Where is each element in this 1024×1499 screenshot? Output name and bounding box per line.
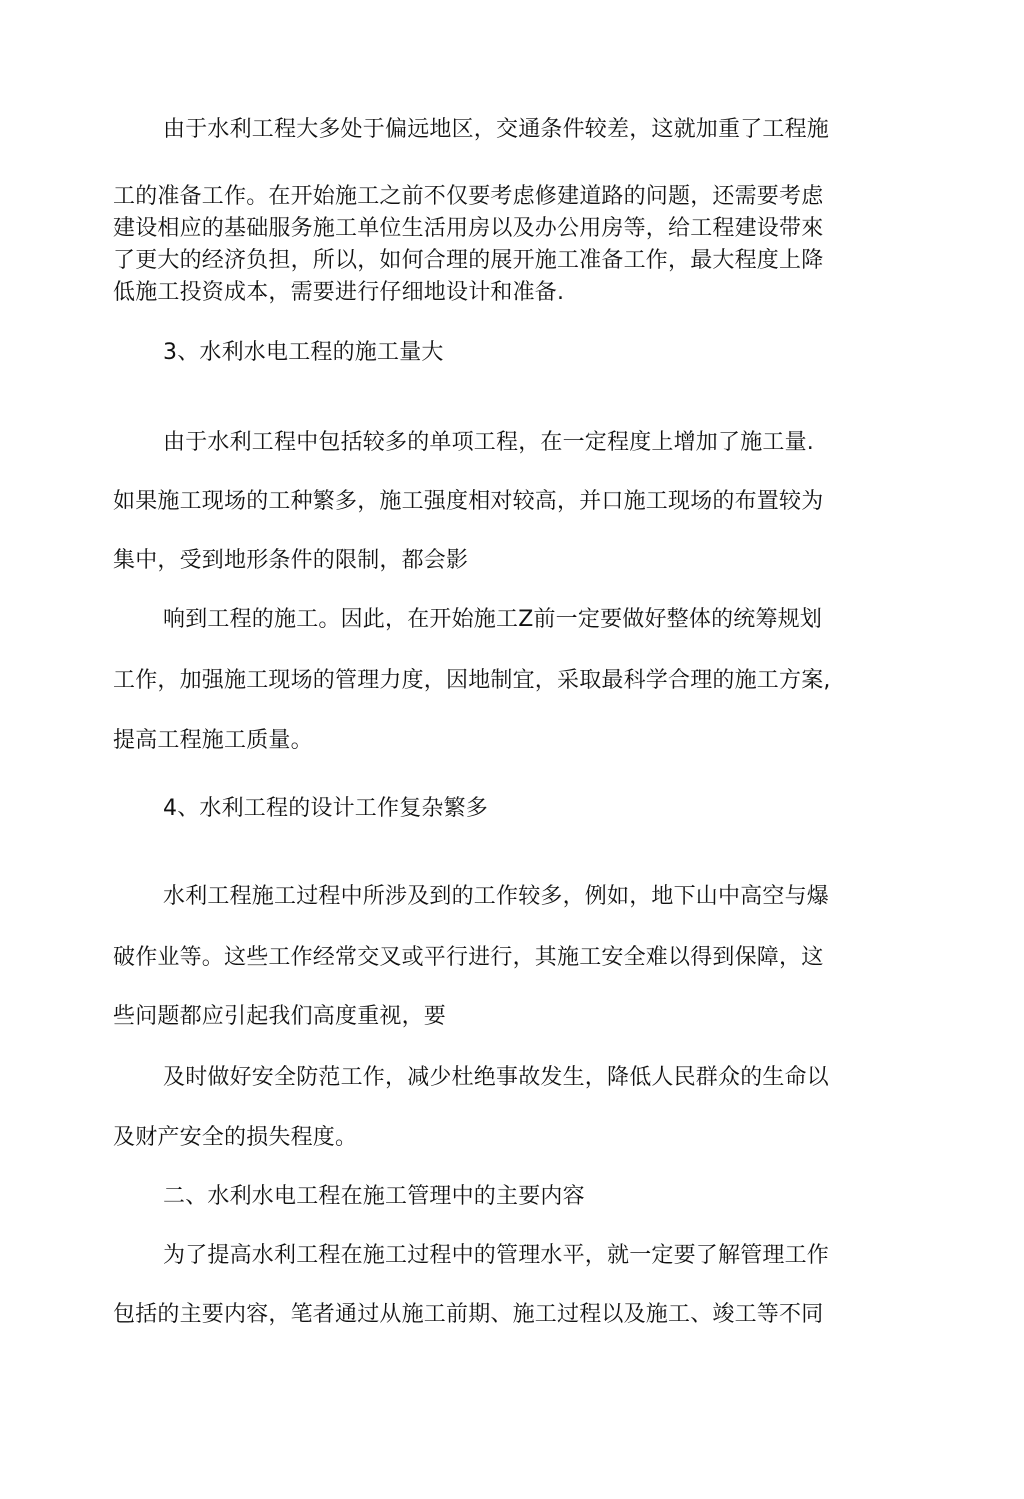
paragraph-line: 及时做好安全防范工作，减少杜绝事故发生，降低人民群众的生命以 bbox=[163, 1065, 830, 1090]
paragraph-line: 由于水利工程大多处于偏远地区，交通条件较差，这就加重了工程施 bbox=[163, 117, 830, 142]
paragraph-line: 水利工程施工过程中所涉及到的工作较多，例如，地下山中高空与爆 bbox=[163, 884, 830, 909]
section-heading: 二、水利水电工程在施工管理中的主要内容 bbox=[163, 1184, 585, 1209]
section-heading: 4、水利工程的设计工作复杂繁多 bbox=[163, 796, 488, 821]
paragraph-line: 提高工程施工质量。 bbox=[113, 728, 313, 753]
paragraph-line: 响到工程的施工。因此，在开始施工Z前一定要做好整体的统筹规划 bbox=[163, 607, 823, 632]
paragraph-line: 低施工投资成本，需要进行仔细地设计和准备. bbox=[113, 280, 565, 305]
paragraph-line: 集中，受到地形条件的限制，都会影 bbox=[113, 548, 469, 573]
paragraph-line: 了更大的经济负担，所以，如何合理的展开施工准备工作，最大程度上降 bbox=[113, 248, 824, 273]
paragraph-line: 由于水利工程中包括较多的单项工程，在一定程度上增加了施工量. bbox=[163, 430, 814, 455]
paragraph-line: 建设相应的基础服务施工单位生活用房以及办公用房等，给工程建设带來 bbox=[113, 216, 824, 241]
paragraph-line: 包括的主要内容，笔者通过从施工前期、施工过程以及施工、竣工等不同 bbox=[113, 1302, 824, 1327]
paragraph-line: 为了提高水利工程在施工过程中的管理水平，就一定要了解管理工作 bbox=[163, 1243, 830, 1268]
paragraph-line: 工作，加强施工现场的管理力度，因地制宜，采取最科学合理的施工方案, bbox=[113, 668, 831, 693]
paragraph-line: 工的准备工作。在开始施工之前不仅要考虑修建道路的问题，还需要考虑 bbox=[113, 184, 824, 209]
paragraph-line: 破作业等。这些工作经常交叉或平行进行，其施工安全难以得到保障，这 bbox=[113, 945, 824, 970]
paragraph-line: 些问题都应引起我们高度重视，要 bbox=[113, 1004, 447, 1029]
paragraph-line: 及财产安全的损失程度。 bbox=[113, 1125, 358, 1150]
paragraph-line: 如果施工现场的工种繁多，施工强度相对较高，并口施工现场的布置较为 bbox=[113, 489, 824, 514]
section-heading: 3、水利水电工程的施工量大 bbox=[163, 340, 444, 365]
